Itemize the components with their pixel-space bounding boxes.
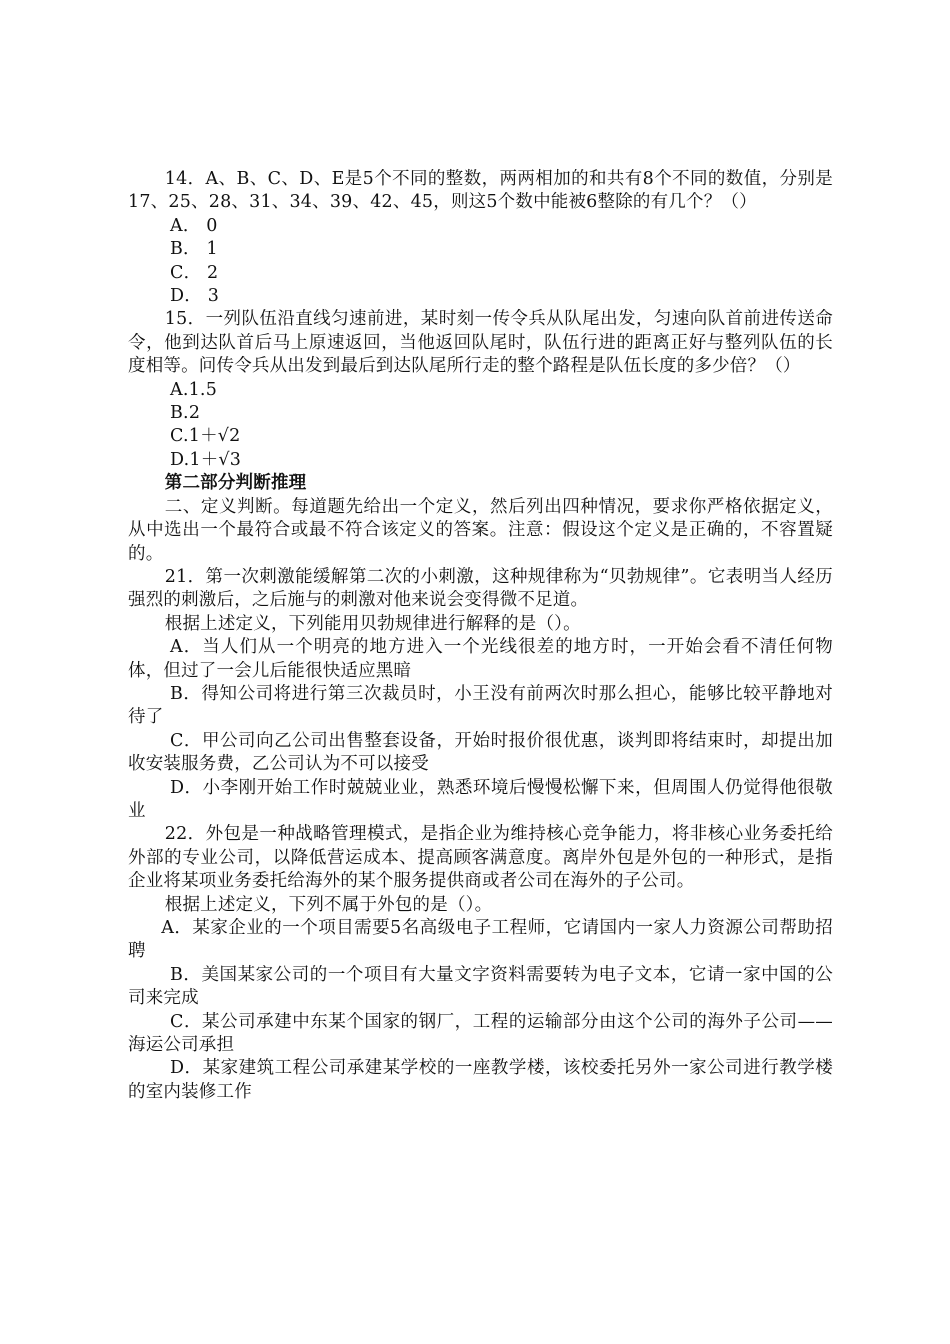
question-21-option-b: B．得知公司将进行第三次裁员时，小王没有前两次时那么担心，能够比较平静地对待了: [128, 683, 833, 728]
question-15-option-a: A.1.5: [170, 379, 218, 400]
section-title: 第二部分判断推理: [164, 473, 307, 494]
question-22-option-c: C．某公司承建中东某个国家的钢厂，工程的运输部分由这个公司的海外子公司——海运公司承担: [128, 1011, 833, 1056]
question-14-option-a: A． 0: [170, 215, 218, 236]
question-22-stem: 22．外包是一种战略管理模式，是指企业为维持核心竞争能力，将非核心业务委托给外部的专业公司，以降低营运成本、提高顾客满意度。离岸外包是外包的一种形式，是指企业将某项业务委托给海外的某个服务提供商或者公司在海外的子公司。: [128, 824, 833, 892]
question-15-option-d: D.1＋√3: [170, 449, 242, 470]
question-14-option-b: B． 1: [170, 239, 218, 260]
question-21-option-d: D．小李刚开始工作时兢兢业业，熟悉环境后慢慢松懈下来，但周围人仍觉得他很敬业: [128, 777, 833, 821]
question-15-option-c: C.1＋√2: [170, 426, 241, 447]
question-22-option-a: A．某家企业的一个项目需要5名高级电子工程师，它请国内一家人力资源公司帮助招聘: [128, 918, 833, 962]
question-21-prompt: 根据上述定义，下列能用贝勃规律进行解释的是（）。: [164, 613, 581, 634]
document-body: [128, 168, 833, 1104]
question-22-prompt: 根据上述定义，下列不属于外包的是（）。: [164, 894, 493, 915]
question-21-option-c: C．甲公司向乙公司出售整套设备，开始时报价很优惠，谈判即将结束时，却提出加收安装服务费，乙公司认为不可以接受: [128, 730, 833, 775]
question-14-option-c: C． 2: [170, 262, 219, 283]
question-14-stem: 14．A、B、C、D、E是5个不同的整数，两两相加的和共有8个不同的数值，分别是17、25、28、31、34、39、42、45，则这5个数中能被6整除的有几个？（）: [128, 169, 833, 213]
question-15-stem: 15．一列队伍沿直线匀速前进，某时刻一传令兵从队尾出发，匀速向队首前进传送命令，他到达队首后马上原速返回，当他返回队尾时，队伍行进的距离正好与整列队伍的长度相等。问传令兵从出发到最后到达队尾所行走的整个路程是队伍长度的多少倍？（）: [128, 309, 833, 377]
question-22-option-d: D．某家建筑工程公司承建某学校的一座教学楼，该校委托另外一家公司进行教学楼的室内装修工作: [128, 1058, 833, 1102]
question-14-option-d: D． 3: [170, 286, 220, 307]
section-intro: 二、定义判断。每道题先给出一个定义，然后列出四种情况，要求你严格依据定义，从中选出一个最符合或最不符合该定义的答案。注意：假设这个定义是正确的，不容置疑的。: [128, 496, 833, 564]
question-21-option-a: A．当人们从一个明亮的地方进入一个光线很差的地方时，一开始会看不清任何物体，但过了一会儿后能很快适应黑暗: [128, 637, 833, 681]
question-21-stem: 21．第一次刺激能缓解第二次的小刺激，这种规律称为“贝勃规律”。它表明当人经历强烈的刺激后，之后施与的刺激对他来说会变得微不足道。: [128, 566, 833, 611]
question-22-option-b: B．美国某家公司的一个项目有大量文字资料需要转为电子文本，它请一家中国的公司来完成: [128, 964, 833, 1009]
question-15-option-b: B.2: [170, 403, 201, 424]
